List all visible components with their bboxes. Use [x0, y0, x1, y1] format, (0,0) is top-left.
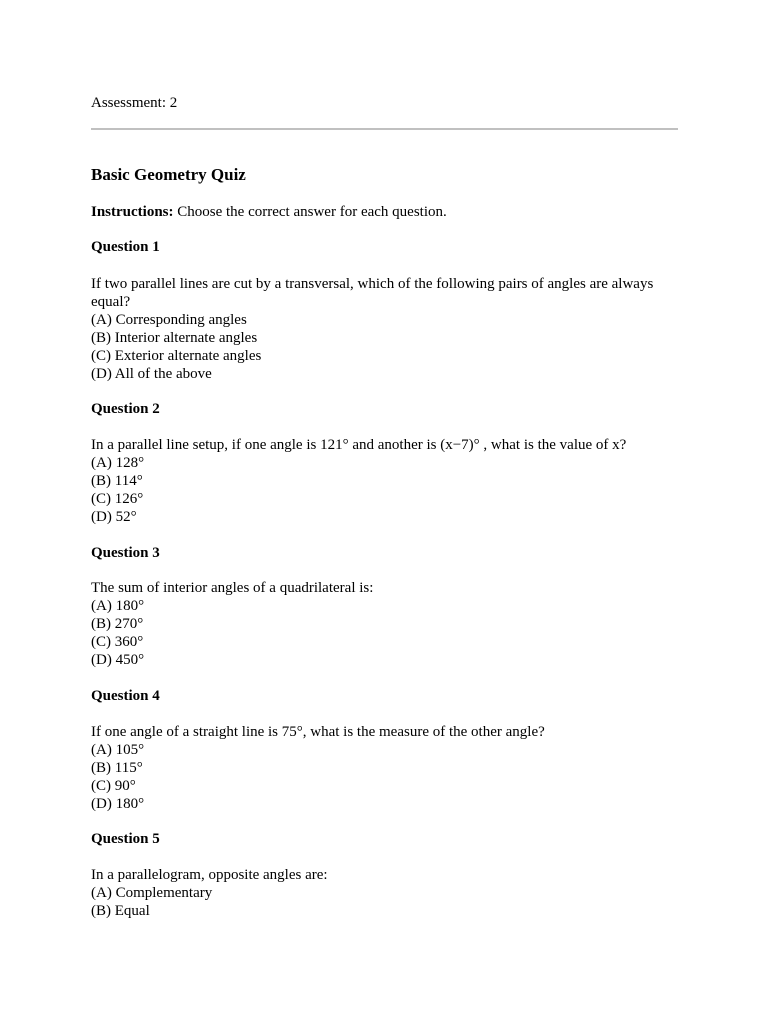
question-4-text: If one angle of a straight line is 75°, what is the measure of the other angle? — [91, 724, 545, 740]
question-1-option-c: (C) Exterior alternate angles — [91, 348, 262, 364]
question-5-body — [91, 866, 678, 920]
question-1-heading: Question 1 — [91, 239, 160, 255]
question-2-option-a: (A) 128° — [91, 455, 145, 471]
question-3-option-c: (C) 360° — [91, 634, 144, 650]
question-1-option-d: (D) All of the above — [91, 366, 212, 382]
question-4-option-c: (C) 90° — [91, 778, 136, 794]
instructions — [91, 203, 447, 221]
question-2-text: In a parallel line setup, if one angle is 121° and another is (x−7)° , what is the value of x? — [91, 437, 627, 453]
question-3-option-b: (B) 270° — [91, 616, 144, 632]
question-4-option-d: (D) 180° — [91, 796, 145, 812]
question-5-heading: Question 5 — [91, 831, 160, 847]
question-1-text: If two parallel lines are cut by a transversal, which of the following pairs of angles are always equal? — [91, 276, 654, 310]
horizontal-divider — [91, 128, 678, 130]
question-4-heading: Question 4 — [91, 688, 160, 704]
question-4-body — [91, 723, 678, 813]
instructions-text: Choose the correct answer for each question. — [173, 204, 447, 220]
question-5-text: In a parallelogram, opposite angles are: — [91, 867, 328, 883]
question-2-option-d: (D) 52° — [91, 509, 137, 525]
question-3-body — [91, 579, 678, 669]
question-5-option-b: (B) Equal — [91, 903, 150, 919]
question-2-heading: Question 2 — [91, 401, 160, 417]
assessment-label: Assessment: 2 — [91, 95, 178, 111]
question-3-heading: Question 3 — [91, 545, 160, 561]
question-4-option-b: (B) 115° — [91, 760, 143, 776]
question-1-option-b: (B) Interior alternate angles — [91, 330, 258, 346]
quiz-title: Basic Geometry Quiz — [91, 165, 246, 184]
question-3-option-d: (D) 450° — [91, 652, 145, 668]
question-2-body — [91, 436, 678, 526]
question-2-option-c: (C) 126° — [91, 491, 144, 507]
question-1-option-a: (A) Corresponding angles — [91, 312, 247, 328]
instructions-label: Instructions: — [91, 204, 174, 220]
question-3-text: The sum of interior angles of a quadrilateral is: — [91, 580, 374, 596]
question-5-option-a: (A) Complementary — [91, 885, 213, 901]
question-2-option-b: (B) 114° — [91, 473, 143, 489]
question-4-option-a: (A) 105° — [91, 742, 145, 758]
question-1-body — [91, 275, 678, 383]
question-3-option-a: (A) 180° — [91, 598, 145, 614]
